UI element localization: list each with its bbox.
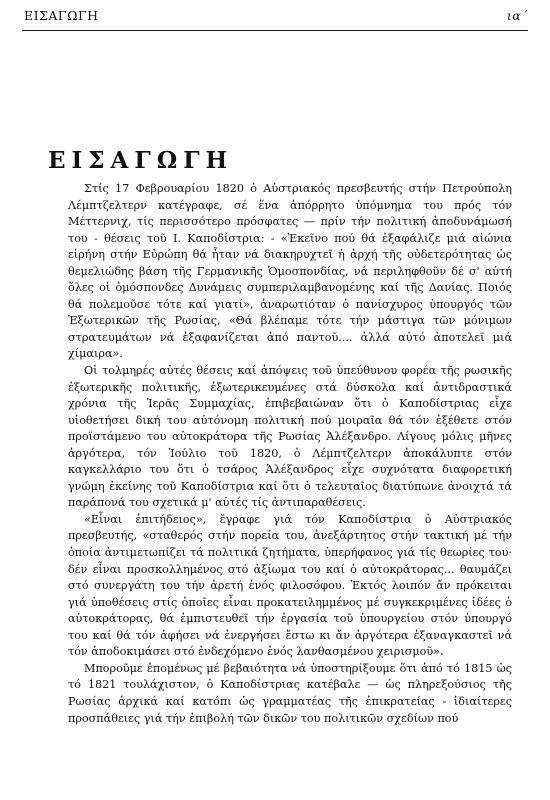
paragraph: Στίς 17 Φεβρουαρίου 1820 ὁ Αὐστριακός πρεσβευτής στήν Πετρούπολη Λέμπτζελτερν κατέγραφε, σέ ἕνα ἀπόρρητο ὑπόμνημα του πρός τόν Μέττερνιχ, τίς περισσότερο πρόσφατες — πρίν τήν πολιτική ἀποδυνάμωσή του - θέσεις τοῦ Ι. Καποδίστρια: - «Ἐκεῖνο πού θά ἐξαφάλιζε μιά αἰώνια εἰρήνη στήν Εὐρώπη θά ἦταν νά διακηρυχτεῖ ἡ ἀρχή τῆς οὐδετερότητας ὡς θεμελιώδης βάση τῆς Γερμανικῆς Ὁμοσπονδίας, νά περιληφθοῦν δέ σ' αὐτή ὅλες οἱ ὁμόσπονδες Δυνάμεις συμπεριλαμβανομένης καί τῆς Δανίας. Ποιός θά πολεμοῦσε τότε καί γιατί», ἀναρωτιόταν ὁ πανίσχυρος ὑπουργός τῶν Ἐξωτερικῶν τῆς Ρωσίας, «Θά βλέπαμε τότε τήν μάστιγα τῶν μόνιμων στρατευμάτων νά ἐξαφανίζεται ἀπό παντοῦ.... ἀλλά αὐτό ἀποτελεῖ μιά χίμαιρα». — [68, 182, 512, 361]
running-title: ΕΙΣΑΓΩΓΗ — [24, 8, 99, 23]
chapter-title: ΕΙΣΑΓΩΓΗ — [48, 147, 234, 174]
paragraph: «Εἶναι ἐπιτήδειος», ἔγραφε γιά τόν Καποδίστρια ὁ Αὐστριακός πρεσβευτής, «σταθερός στήν πορεία του, ἀνεξάρτητος στήν τακτική μέ τήν ὁποία ἀντιμετωπίζει τά πολιτικά ζητήματα, ὑπερήφανος γιά τίς θεωρίες του· δέν εἶναι προσκολλημένος στό ἀξίωμα του καί ὁ αὐτοκράτορας... θαυμάζει στό συνεργάτη του τήν ἀρετή ἑνός φιλοσόφου. Ἐκτός λοιπόν ἄν πρόκειται γιά ὑποθέσεις στίς ὁποῖες εἶναι προκατειλημμένος μέ συγκεκριμένες ἰδέες ὁ αὐτοκράτορας, θά ἐμπιστευθεῖ τήν ἐργασία τοῦ ὑπουργείου στόν ὑπουργό του καί θά τόν ἀφήσει νά ἐνεργήσει ἔστω κι ἄν ἀργότερα ἐξαναγκαστεῖ νά τόν ἀποδοκιμάσει στό ἐνδεχόμενο ἑνός λανθασμένου χειρισμοῦ». — [68, 512, 512, 659]
page-number: ια΄ — [506, 8, 528, 23]
running-head — [24, 8, 528, 30]
paragraph: Οἱ τολμηρές αὐτές θέσεις καί ἀπόψεις τοῦ ὑπεύθυνου φορέα τῆς ρωσικῆς ἐξωτερικῆς πολιτικῆς, ἐξωτερικευμένες στά δύσκολα καί ἀντιδραστικά χρόνια τῆς Ἱερᾶς Συμμαχίας, ἐπιβεβαιώναν ὅτι ὁ Καποδίστριας εἶχε υἱοθετήσει δική του αὐτόνομη πολιτική πού μοιραῖα θά τόν ἐξέθετε στόν προϊστάμενο του αὐτοκράτορα τῆς Ρωσίας Ἀλέξανδρο. Λίγους μόλις μῆνες ἀργότερα, τόν Ἰούλιο τοῦ 1820, ὁ Λέμπτζελτερν ἀποκάλυπτε στόν καγκελλάριο του ὅτι ὁ τσάρος Ἀλέξανδρος εἶχε συχνότατα διαφορετική γνώμη ἐκείνης τοῦ Καποδίστρια καί ὅτι ὁ τελευταῖος διατύπωνε ἀνοιχτά τά παράπονά του σχετικά μ' αὐτές τίς ἀντιπαραθέσεις. — [68, 364, 512, 510]
header-rule — [22, 30, 528, 31]
paragraph: Μποροῦμε ἐπομένως μέ βεβαιότητα νά ὑποστηρίξουμε ὅτι ἀπό τό 1815 ὡς τό 1821 τουλάχιστον, ὁ Καποδίστριας κατέβαλε — ὡς πληρεξούσιος τῆς Ρωσίας ἀρχικά καί κατόπι ὡς γραμματέας τῆς ἐπικρατείας - ἰδιαίτερες προσπάθειες γιά τήν ἐπιβολή τῶν δικῶν του πολιτικῶν σχεδίων πού — [68, 661, 512, 725]
body-text — [68, 181, 512, 727]
